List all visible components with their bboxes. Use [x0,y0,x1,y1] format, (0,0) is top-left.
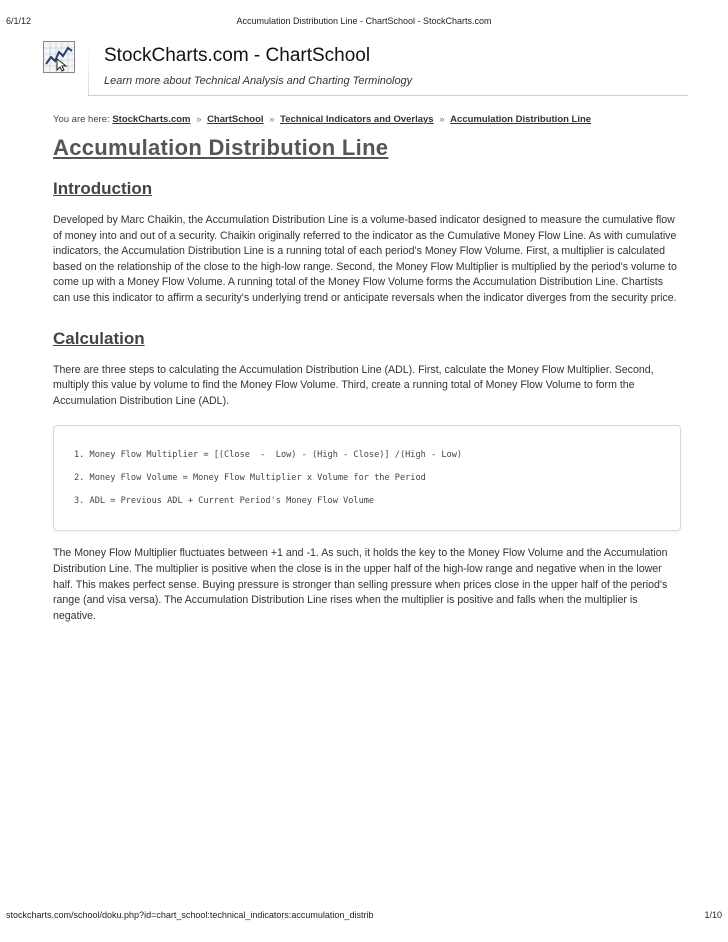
print-url: stockcharts.com/school/doku.php?id=chart_school:technical_indicators:accumulation_distrib [6,910,374,920]
print-footer [6,910,722,922]
breadcrumb-link-stockcharts[interactable]: StockCharts.com [112,114,191,125]
breadcrumb-separator: » [196,114,202,125]
site-title[interactable]: StockCharts.com - ChartSchool [104,45,371,66]
formula-line-2: 2. Money Flow Volume = Money Flow Multiplier x Volume for the Period [74,473,426,484]
breadcrumb-link-chartschool[interactable]: ChartSchool [207,114,264,125]
header-divider [88,95,688,96]
formula-code-box [53,425,681,531]
calculation-heading: Calculation [53,328,145,348]
formula-line-1: 1. Money Flow Multiplier = [(Close - Low) - (High - Close)] /(High - Low) [74,450,463,461]
breadcrumb-separator: » [269,114,275,125]
introduction-heading: Introduction [53,179,153,198]
breadcrumb-link-technical-indicators[interactable]: Technical Indicators and Overlays [280,114,434,125]
multiplier-paragraph: The Money Flow Multiplier fluctuates between +1 and -1. As such, it holds the key to the Money Flow Volume and the Accumulation Distribution Line. The multiplier is positive when the close is in the upper half of the high-low range and negative when in the lower half. This makes perfect sense. Buying pressure is stronger than selling pressure when prices close in the upper half of the period's range (and visa versa). The Accumulation Distribution Line rises when the multiplier is positive and falls when the multiplier is negative. [53,547,668,622]
main-content [53,112,681,624]
site-tagline: Learn more about Technical Analysis and Charting Terminology [104,75,413,87]
breadcrumb-prefix: You are here: [53,114,110,125]
stockcharts-chart-logo-icon[interactable] [43,41,75,73]
breadcrumb-link-current-page[interactable]: Accumulation Distribution Line [450,114,592,125]
introduction-paragraph: Developed by Marc Chaikin, the Accumulation Distribution Line is a volume-based indicator designed to measure the cumulative flow of money into and out of a security. Chaikin originally referred to the indicator as the Cumulative Money Flow Line. As with cumulative indicators, the Accumulation Distribution Line is a running total of each period's Money Flow Volume. First, a multiplier is calculated based on the relationship of the close to the high-low range. Second, the Money Flow Multiplier is multiplied by the period's volume to come up with a Money Flow Volume. A running total of the Money Flow Volume forms the Accumulation Distribution Line. Chartists can use this indicator to affirm a security's underlying trend or anticipate reversals when the indicator diverges from the security price. [53,214,677,304]
print-date: 6/1/12 [6,16,32,26]
breadcrumb-separator: » [439,114,445,125]
page-title: Accumulation Distribution Line [53,135,389,160]
calculation-paragraph: There are three steps to calculating the Accumulation Distribution Line (ADL). First, calculate the Money Flow Multiplier. Second, multiply this value by volume to find the Money Flow Volume. Third, create a running total of Money Flow Volume to form the Accumulation Distribution Line (ADL). [53,363,654,407]
print-page-number: 1/10 [704,910,722,920]
print-page-title: Accumulation Distribution Line - ChartSchool - StockCharts.com [236,16,492,26]
breadcrumb [53,112,681,127]
print-header [6,16,722,28]
header-divider-vertical [88,44,89,96]
formula-line-3: 3. ADL = Previous ADL + Current Period's Money Flow Volume [74,496,375,507]
